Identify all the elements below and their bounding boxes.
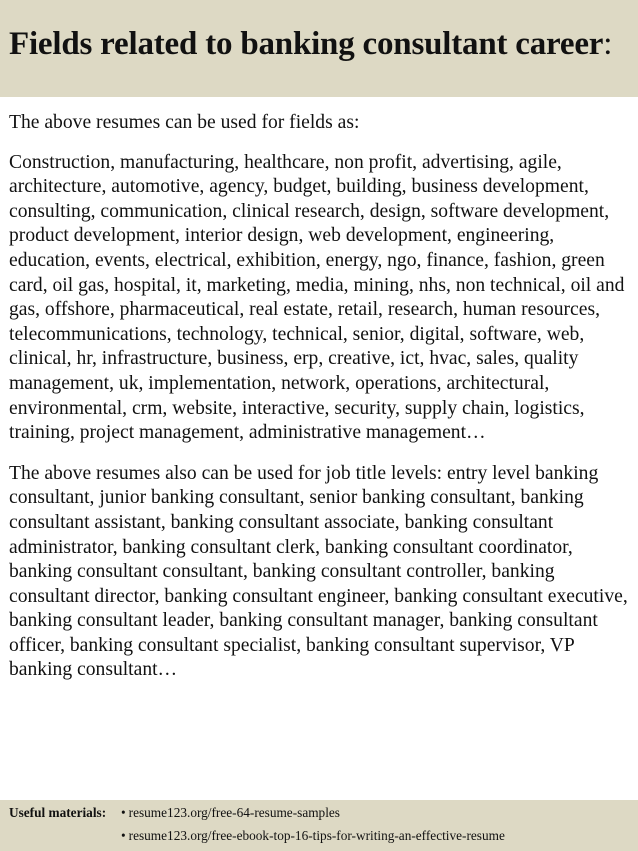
fields-paragraph: Construction, manufacturing, healthcare, non profit, advertising, agile, architecture, automotive, agency, budget, building, business development, consulting, communication, clinical research, design, software development, product development, interior design, web development, engineering, education, events, electrical, exhibition, energy, ngo, finance, fashion, green card, oil gas, hospital, it, marketing, media, mining, nhs, non technical, oil and gas, offshore, pharmaceutical, real estate, retail, research, human resources, telecommunications, technology, technical, senior, digital, software, web, clinical, hr, infrastructure, business, erp, creative, ict, hvac, sales, quality management, uk, implementation, network, operations, architectural, environmental, crm, website, interactive, security, supply chain, logistics, training, project management, administrative management… bbox=[9, 151, 625, 444]
page-title bbox=[9, 26, 612, 63]
page-title-colon: : bbox=[603, 26, 613, 62]
useful-materials-label bbox=[9, 805, 106, 821]
footer-link-item bbox=[121, 805, 340, 821]
bullet-icon: • bbox=[121, 828, 126, 843]
main-content bbox=[9, 111, 633, 683]
bullet-icon: • bbox=[121, 805, 126, 820]
job-titles-paragraph: The above resumes also can be used for job title levels: entry level banking consultant, junior banking consultant, senior banking consultant, banking consultant assistant, banking consultant associate, banking consultant administrator, banking consultant clerk, banking consultant coordinator, banking consultant consultant, banking consultant controller, banking consultant director, banking consultant engineer, banking consultant executive, banking consultant leader, banking consultant manager, banking consultant officer, banking consultant specialist, banking consultant supervisor, VP banking consultant… bbox=[9, 462, 628, 681]
useful-materials-label-text: Useful materials bbox=[9, 805, 102, 820]
useful-materials-label-colon: : bbox=[101, 805, 107, 820]
footer-banner bbox=[0, 800, 638, 851]
footer-link-resume-samples[interactable]: resume123.org/free-64-resume-samples bbox=[128, 805, 340, 820]
footer-link-item bbox=[121, 828, 505, 844]
page-title-text: Fields related to banking consultant career bbox=[9, 26, 604, 62]
intro-paragraph: The above resumes can be used for fields as: bbox=[9, 112, 360, 133]
footer-link-ebook-tips[interactable]: resume123.org/free-ebook-top-16-tips-for-writing-an-effective-resume bbox=[128, 828, 505, 843]
header-banner bbox=[0, 0, 638, 97]
